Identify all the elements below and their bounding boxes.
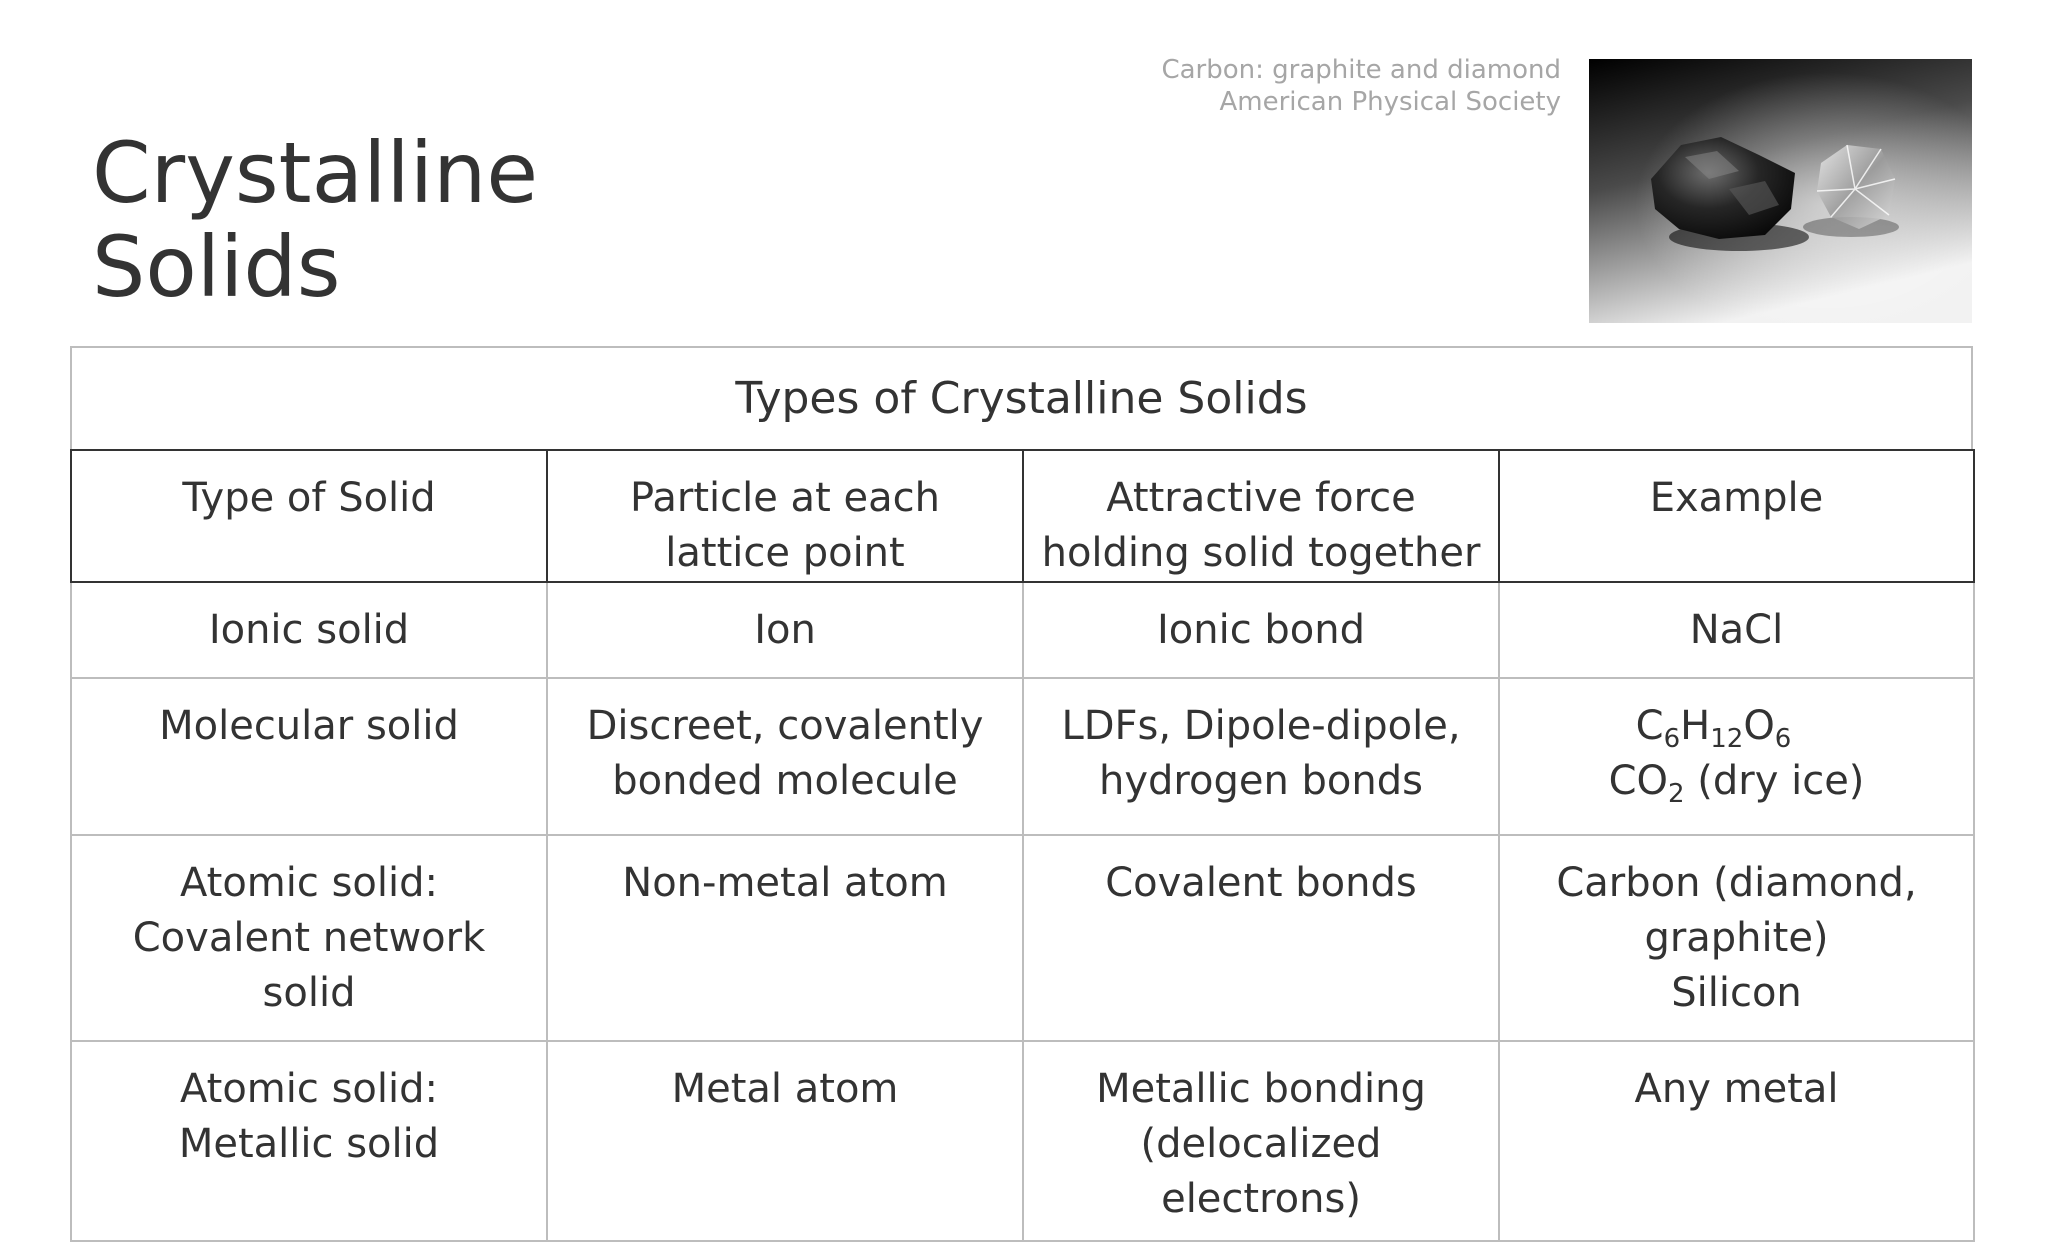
cell-line: LDFs, Dipole-dipole, [1061, 703, 1461, 749]
header-particle: Particle at each lattice point [547, 450, 1023, 582]
cell-line: bonded molecule [612, 758, 958, 804]
table-row [71, 582, 1974, 678]
header-line: Attractive force [1106, 475, 1416, 521]
co2-formula [1608, 758, 1865, 809]
cell-line: Atomic solid: [179, 860, 438, 906]
data-table [70, 449, 1975, 1242]
cell-example [1499, 678, 1974, 835]
cell-type [71, 835, 547, 1041]
cell-force: Covalent bonds [1023, 835, 1499, 1041]
formula-subscript: 6 [1663, 724, 1681, 754]
cell-line: (delocalized electrons) [1140, 1121, 1382, 1222]
crystalline-solids-table [70, 346, 1973, 1242]
cell-example: NaCl [1499, 582, 1974, 678]
cell-line: Atomic solid: [179, 1066, 438, 1112]
slide-title-line: Solids [92, 218, 341, 316]
cell-line: graphite) [1644, 915, 1829, 961]
formula-element: C [1635, 703, 1664, 749]
formula-note: (dry ice) [1684, 758, 1865, 804]
cell-particle [547, 678, 1023, 835]
cell-line: Covalent network solid [132, 915, 486, 1016]
formula-subscript: 2 [1668, 779, 1685, 809]
table-row [71, 835, 1974, 1041]
table-header-row [71, 450, 1974, 582]
cell-particle: Metal atom [547, 1041, 1023, 1241]
cell-particle: Ion [547, 582, 1023, 678]
cell-force [1023, 678, 1499, 835]
glucose-formula [1635, 703, 1792, 754]
cell-force: Ionic bond [1023, 582, 1499, 678]
graphite-diamond-photo [1589, 59, 1972, 323]
header-example: Example [1499, 450, 1974, 582]
cell-type: Ionic solid [71, 582, 547, 678]
cell-type [71, 1041, 547, 1241]
formula-subscript: 12 [1710, 724, 1744, 754]
slide-title-line: Crystalline [92, 124, 539, 222]
cell-example [1499, 835, 1974, 1041]
cell-line: Discreet, covalently [586, 703, 984, 749]
formula-element: O [1743, 703, 1775, 749]
cell-particle: Non-metal atom [547, 835, 1023, 1041]
slide-title [92, 126, 538, 314]
cell-force [1023, 1041, 1499, 1241]
formula-element: H [1680, 703, 1711, 749]
formula-element: CO [1608, 758, 1668, 804]
cell-line: hydrogen bonds [1099, 758, 1423, 804]
table-row [71, 678, 1974, 835]
cell-line: Metallic bonding [1096, 1066, 1426, 1112]
cell-line: Carbon (diamond, [1556, 860, 1917, 906]
cell-line: Silicon [1671, 970, 1802, 1016]
table-caption: Types of Crystalline Solids [70, 346, 1973, 449]
formula-subscript: 6 [1774, 724, 1792, 754]
photo-credit-line: American Physical Society [1219, 87, 1561, 117]
photo-caption-line: Carbon: graphite and diamond [1161, 55, 1561, 85]
table-row [71, 1041, 1974, 1241]
cell-line: Metallic solid [178, 1121, 440, 1167]
photo-caption [1161, 54, 1561, 118]
header-type-of-solid: Type of Solid [71, 450, 547, 582]
header-attractive-force [1023, 450, 1499, 582]
header-line: holding solid together [1041, 530, 1481, 576]
cell-example: Any metal [1499, 1041, 1974, 1241]
cell-type: Molecular solid [71, 678, 547, 835]
